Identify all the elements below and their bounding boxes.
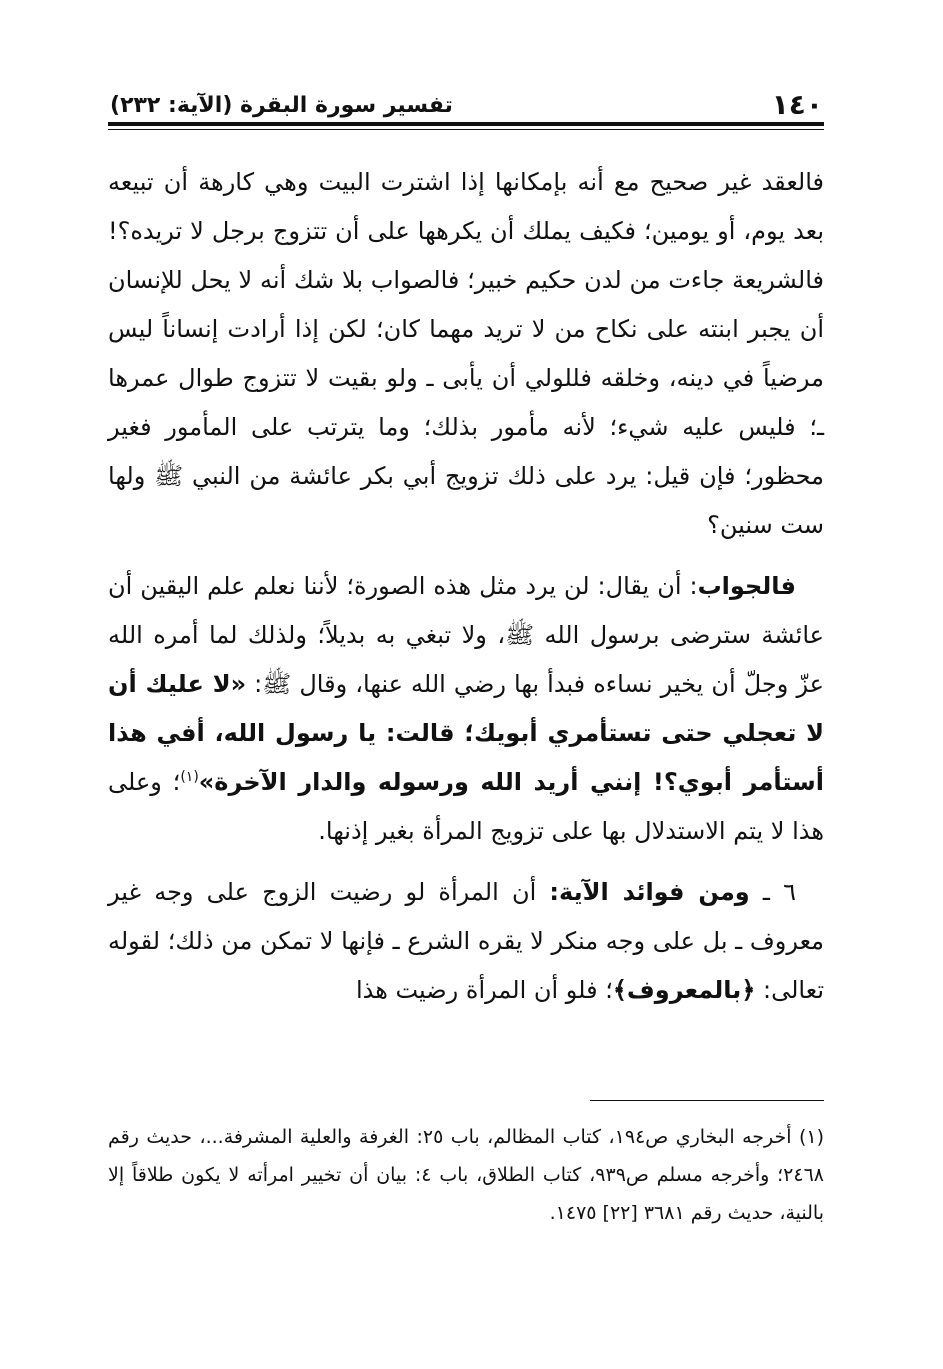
- paragraph-2-text-a: : أن يقال: لن يرد مثل هذه الصورة؛ لأننا نعلم علم اليقين أن عائشة سترضى برسول الله ﷺ، ولا تبغي به بديلاً؛ ولذلك لما أمره الله عزّ وجلّ أن يخير نساءه فبدأ بها رضي الله عنها، وقال ﷺ:: [108, 572, 824, 698]
- header-rule-thick: [108, 122, 824, 126]
- paragraph-2-text-b: ؛ وعلى هذا لا يتم الاستدلال بها على تزويج المرأة بغير إذنها.: [108, 768, 824, 845]
- paragraph-1: فالعقد غير صحيح مع أنه بإمكانها إذا اشترت البيت وهي كارهة أن تبيعه بعد يوم، أو يومين؛ فكيف يملك أن يكرهها على أن تتزوج برجل لا تريده؟! فالشريعة جاءت من لدن حكيم خبير؛ فالصواب بلا شك أنه لا يحل للإنسان أن يجبر ابنته على نكاح من لا تريد مهما كان؛ لكن إذا أرادت إنساناً ليس مرضياً في دينه، وخلقه فللولي أن يأبى ـ ولو بقيت لا تتزوج طوال عمرها ـ؛ فليس عليه شيء؛ لأنه مأمور بذلك؛ وما يترتب على المأمور فغير محظور؛ فإن قيل: يرد على ذلك تزويج أبي بكر عائشة من النبي ﷺ ولها ست سنين؟: [108, 168, 824, 539]
- page-number: ١٤٠: [771, 88, 823, 121]
- hadith-quote: «لا عليك أن لا تعجلي حتى تستأمري أبويك؛ قالت: يا رسول الله، أفي هذا أستأمر أبوي؟! إنني أريد الله ورسوله والدار الآخرة»: [108, 670, 824, 796]
- paragraph-3: [108, 868, 824, 1015]
- footnote: (١) أخرجه البخاري ص١٩٤، كتاب المظالم، باب ٢٥: الغرفة والعلية المشرفة...، حديث رقم ٢٤٦٨؛ وأخرجه مسلم ص٩٣٩، كتاب الطلاق، باب ٤: بيان أن تخيير امرأته لا يكون طلاقاً إلا بالنية، حديث رقم ٣٦٨١ [٢٢] ١٤٧٥.: [108, 1126, 825, 1224]
- paragraph-3-text-b: ؛ فلو أن المرأة رضيت هذا: [355, 976, 613, 1004]
- footnote-reference: (١): [180, 769, 199, 785]
- paragraph-2: [108, 562, 824, 856]
- main-text: [108, 158, 824, 1015]
- footnote-separator: [590, 1100, 824, 1101]
- benefits-lead: ومن فوائد الآية:: [549, 878, 750, 906]
- running-title: تفسير سورة البقرة (الآية: ٢٣٢): [110, 93, 453, 118]
- header-rule-thin: [108, 129, 824, 130]
- point-number: ٦ ـ: [749, 878, 797, 906]
- quranic-word: ﴿بالمعروف﴾: [612, 976, 756, 1004]
- answer-lead: فالجواب: [697, 572, 796, 600]
- paragraph-3-text-a: أن المرأة لو رضيت الزوج على وجه غير معروف ـ بل على وجه منكر لا يقره الشرع ـ فإنها لا تمكن من ذلك؛ لقوله تعالى:: [108, 878, 824, 1004]
